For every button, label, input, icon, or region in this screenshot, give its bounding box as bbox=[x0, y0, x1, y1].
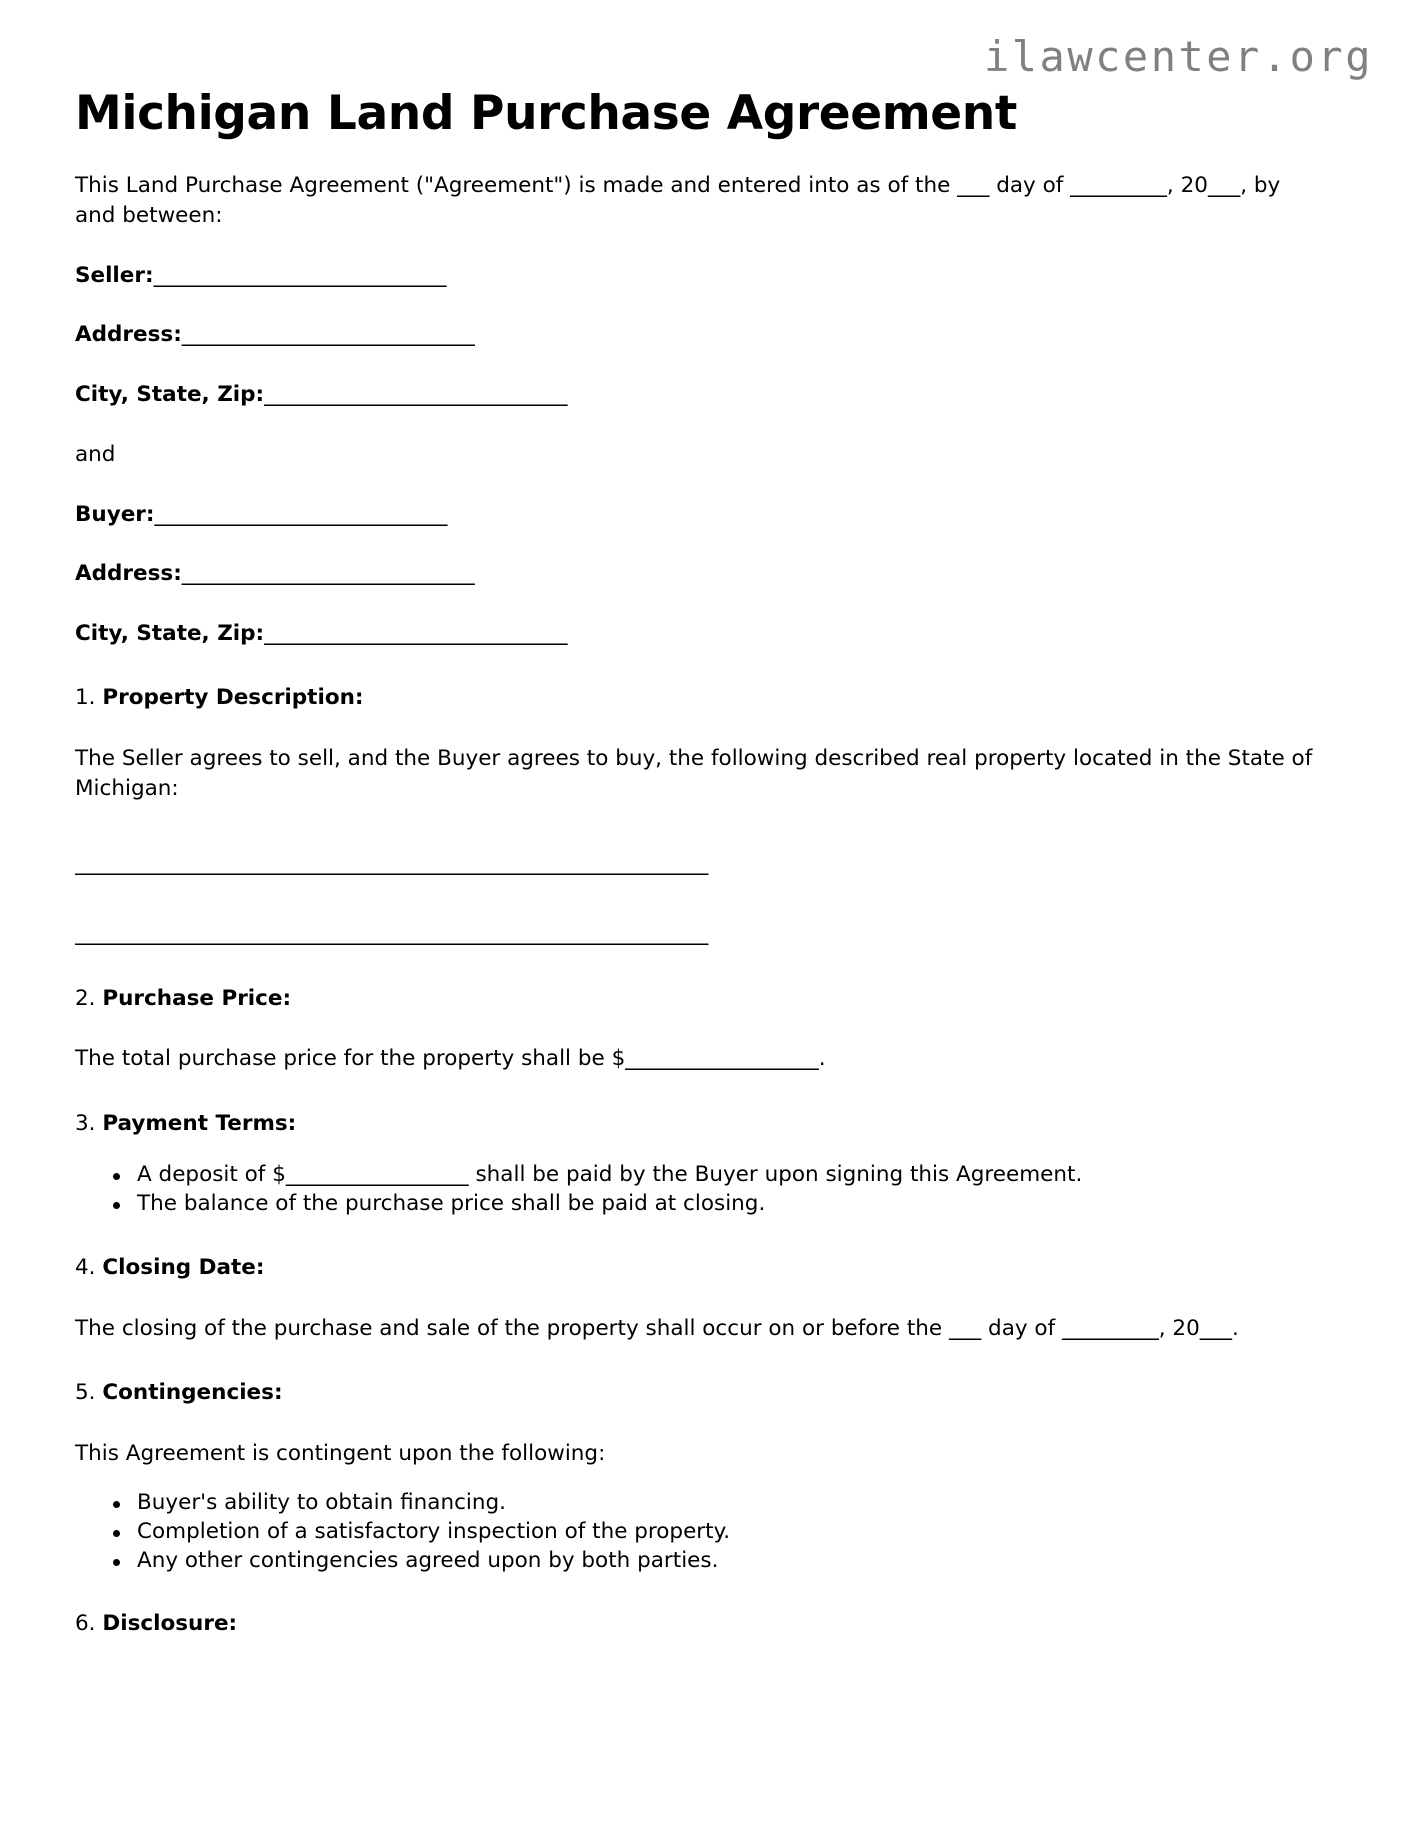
buyer-blank[interactable]: ____________________________ bbox=[154, 501, 448, 527]
section-body-4: The closing of the purchase and sale of the property shall occur on or before the ___ day of _________, 20___. bbox=[75, 1315, 1239, 1341]
section-title-2: Purchase Price: bbox=[102, 985, 292, 1011]
seller-city-field bbox=[75, 351, 1320, 411]
section-heading-6 bbox=[75, 1575, 1320, 1640]
seller-address-blank[interactable]: ____________________________ bbox=[181, 322, 475, 348]
payment-terms-list bbox=[75, 1139, 1320, 1219]
section-body-1: The Seller agrees to sell, and the Buyer agrees to buy, the following described real property located in the State of Michigan: bbox=[75, 745, 1313, 802]
page-title: Michigan Land Purchase Agreement bbox=[75, 86, 1017, 141]
section-number-1: 1. bbox=[75, 685, 96, 711]
seller-label: Seller: bbox=[75, 262, 154, 288]
section-heading-2 bbox=[75, 950, 1320, 1015]
section-number-2: 2. bbox=[75, 985, 96, 1011]
buyer-address-label: Address: bbox=[75, 561, 182, 587]
section-number-4: 4. bbox=[75, 1254, 96, 1280]
seller-blank[interactable]: ____________________________ bbox=[153, 262, 447, 288]
section-heading-4 bbox=[75, 1219, 1320, 1284]
list-item: Buyer's ability to obtain financing. bbox=[75, 1489, 1320, 1518]
section-number-6: 6. bbox=[75, 1611, 96, 1637]
property-description-blank-2[interactable]: ____________________________________________________________ bbox=[75, 921, 709, 947]
and-conjunction: and bbox=[75, 442, 116, 468]
section-title-1: Property Description: bbox=[102, 685, 364, 711]
section-number-5: 5. bbox=[75, 1380, 96, 1406]
buyer-field bbox=[75, 471, 1320, 531]
seller-city-blank[interactable]: _____________________________ bbox=[264, 381, 568, 407]
section-heading-3 bbox=[75, 1075, 1320, 1140]
section-title-4: Closing Date: bbox=[102, 1254, 265, 1280]
buyer-address-blank[interactable]: ____________________________ bbox=[181, 561, 475, 587]
property-description-blank-1[interactable]: ____________________________________________________________ bbox=[75, 850, 709, 876]
buyer-address-field bbox=[75, 530, 1320, 590]
section-title-5: Contingencies: bbox=[102, 1380, 283, 1406]
section-heading-5 bbox=[75, 1344, 1320, 1409]
intro-paragraph: This Land Purchase Agreement ("Agreement") is made and entered into as of the ___ day of _________, 20___, by and between: bbox=[75, 172, 1281, 229]
buyer-city-label: City, State, Zip: bbox=[75, 620, 265, 646]
section-body-2: The total purchase price for the property shall be $__________________. bbox=[75, 1046, 826, 1072]
section-title-3: Payment Terms: bbox=[102, 1110, 297, 1136]
buyer-label: Buyer: bbox=[75, 501, 155, 527]
seller-address-field bbox=[75, 291, 1320, 351]
seller-address-label: Address: bbox=[75, 322, 182, 348]
section-body-5: This Agreement is contingent upon the following: bbox=[75, 1440, 606, 1466]
section-title-6: Disclosure: bbox=[102, 1611, 238, 1637]
seller-field bbox=[75, 232, 1320, 292]
list-item: A deposit of $_________________ shall be paid by the Buyer upon signing this Agreement. bbox=[75, 1161, 1320, 1190]
list-item: The balance of the purchase price shall be paid at closing. bbox=[75, 1190, 1320, 1219]
site-watermark: ilawcenter.org bbox=[983, 32, 1373, 81]
buyer-city-blank[interactable]: _____________________________ bbox=[264, 620, 568, 646]
buyer-city-field bbox=[75, 590, 1320, 650]
contingencies-list bbox=[75, 1469, 1320, 1575]
list-item: Completion of a satisfactory inspection of the property. bbox=[75, 1518, 1320, 1547]
section-number-3: 3. bbox=[75, 1110, 96, 1136]
document-content bbox=[75, 0, 1320, 1640]
seller-city-label: City, State, Zip: bbox=[75, 381, 265, 407]
section-heading-1 bbox=[75, 649, 1320, 714]
list-item: Any other contingencies agreed upon by both parties. bbox=[75, 1547, 1320, 1576]
